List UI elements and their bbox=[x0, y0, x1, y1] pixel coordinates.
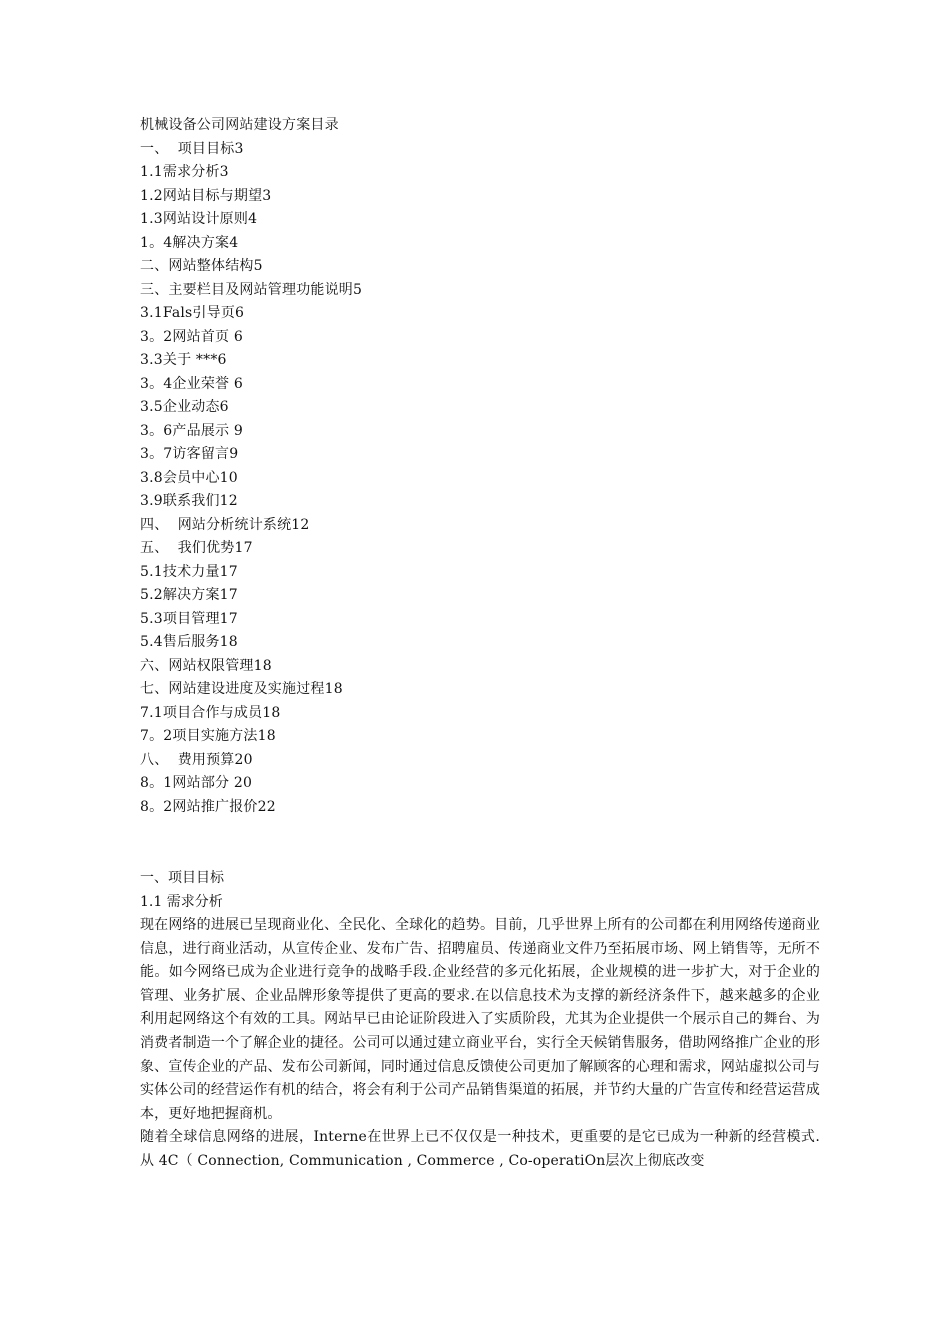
toc-entry: 七、网站建设进度及实施过程18 bbox=[140, 681, 343, 697]
document-page bbox=[140, 114, 820, 1174]
toc-entry: 三、主要栏目及网站管理功能说明5 bbox=[140, 281, 363, 298]
toc-entry: 六、网站权限管理18 bbox=[140, 657, 272, 674]
toc-entry: 1.1需求分析3 bbox=[140, 164, 229, 180]
toc-entry: 5.3项目管理17 bbox=[140, 610, 238, 627]
toc-entry: 3。4企业荣誉 6 bbox=[140, 375, 243, 392]
paragraph: 随着全球信息网络的进展，Interne在世界上已不仅仅是一种技术，更重要的是它已成为一种新的经营模式.从 4C（ Connection, Communication , Commerce , Co-operatiOn层次上彻底改变 bbox=[140, 1129, 820, 1169]
toc-entry: 5.4售后服务18 bbox=[140, 634, 238, 650]
section-gap bbox=[140, 819, 820, 867]
toc-entry: 3.3关于 ***6 bbox=[140, 352, 227, 368]
toc-entry: 3。7访客留言9 bbox=[140, 446, 239, 462]
toc-entry: 7。2项目实施方法18 bbox=[140, 728, 276, 744]
body-section bbox=[140, 867, 820, 1174]
toc-entry: 五、 我们优势17 bbox=[140, 540, 253, 556]
toc-entry: 二、网站整体结构5 bbox=[140, 258, 263, 274]
toc-entry: 8。1网站部分 20 bbox=[140, 775, 253, 791]
toc-entry: 8。2网站推广报价22 bbox=[140, 798, 276, 815]
toc-entry: 1.2网站目标与期望3 bbox=[140, 187, 272, 204]
toc-entry: 3。2网站首页 6 bbox=[140, 328, 243, 345]
section-title: 一、项目目标 bbox=[140, 870, 224, 886]
toc-entry: 3.5企业动态6 bbox=[140, 399, 229, 415]
subsection-title: 1.1 需求分析 bbox=[140, 893, 223, 910]
toc-entry: 1.3网站设计原则4 bbox=[140, 211, 258, 227]
toc-entry: 3.8会员中心10 bbox=[140, 469, 238, 486]
toc-entry: 5.1技术力量17 bbox=[140, 563, 238, 580]
paragraph: 现在网络的进展已呈现商业化、全民化、全球化的趋势。目前，几乎世界上所有的公司都在利用网络传递商业信息，进行商业活动，从宣传企业、发布广告、招聘雇员、传递商业文件乃至拓展市场、网上销售等，无所不能。如今网络已成为企业进行竞争的战略手段.企业经营的多元化拓展，企业规模的进一步扩大，对于企业的管理、业务扩展、企业品牌形象等提供了更高的要求.在以信息技术为支撑的新经济条件下，越来越多的企业利用起网络这个有效的工具。网站早已由论证阶段进入了实质阶段，尤其为企业提供一个展示自己的舞台、为消费者制造一个了解企业的捷径。公司可以通过建立商业平台，实行全天候销售服务，借助网络推广企业的形象、宣传企业的产品、发布公司新闻，同时通过信息反馈使公司更加了解顾客的心理和需求，网站虚拟公司与实体公司的经营运作有机的结合，将会有利于公司产品销售渠道的拓展，并节约大量的广告宣传和经营运营成本，更好地把握商机。 bbox=[140, 917, 820, 1122]
toc-title: 机械设备公司网站建设方案目录 bbox=[140, 117, 339, 133]
toc-entry: 3.9联系我们12 bbox=[140, 493, 238, 509]
toc-entry: 一、 项目目标3 bbox=[140, 140, 244, 157]
toc-entry: 5.2解决方案17 bbox=[140, 587, 238, 603]
toc-entry: 四、 网站分析统计系统12 bbox=[140, 516, 310, 533]
toc-entry: 八、 费用预算20 bbox=[140, 751, 253, 768]
toc-entry: 3。6产品展示 9 bbox=[140, 422, 243, 439]
table-of-contents bbox=[140, 114, 820, 819]
toc-entry: 7.1项目合作与成员18 bbox=[140, 704, 281, 721]
toc-entry: 1。4解决方案4 bbox=[140, 234, 239, 251]
toc-entry: 3.1Fals引导页6 bbox=[140, 305, 245, 321]
